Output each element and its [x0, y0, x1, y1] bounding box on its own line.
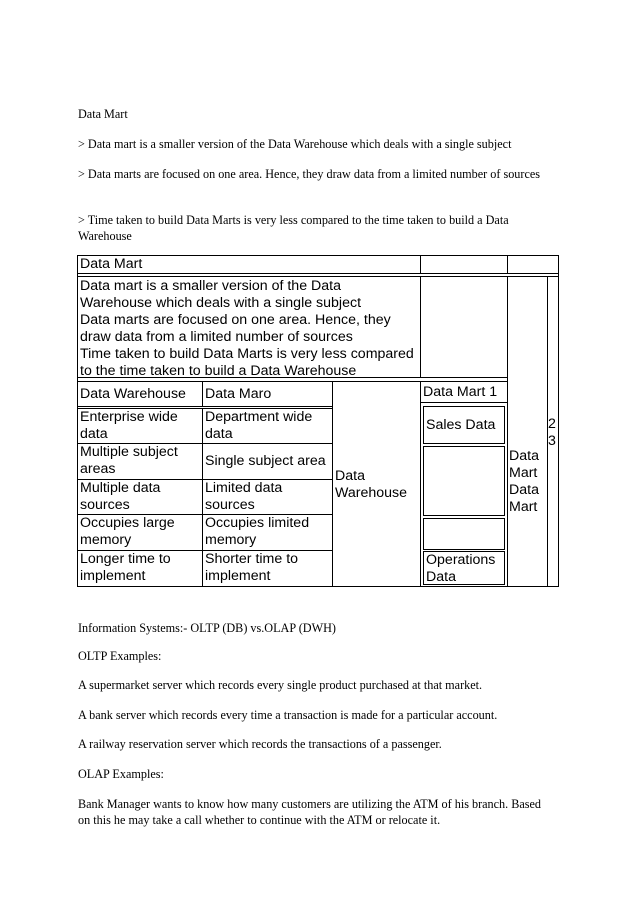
intro-paragraph-1: > Data mart is a smaller version of the Data Warehouse which deals with a single subject	[78, 137, 512, 151]
header-data-warehouse: Data Warehouse	[77, 381, 203, 407]
description-line: draw data from a limited number of sources	[80, 329, 353, 345]
header-data-mart: Data Maro	[202, 381, 333, 407]
oltp-heading: OLTP Examples:	[78, 649, 162, 663]
side-digits: 2 3	[548, 416, 556, 449]
oltp-example-1: A supermarket server which records every single product purchased at that market.	[78, 678, 483, 692]
table-cell: Limited data sources	[202, 479, 333, 515]
intro-paragraph-3: > Time taken to build Data Marts is very less compared to the time taken to build a Data Warehouse	[78, 213, 509, 243]
mart-blank-cell	[423, 518, 505, 550]
table-cell: Shorter time to implement	[202, 550, 333, 587]
olap-heading: OLAP Examples:	[78, 767, 164, 781]
intro-paragraph-2: > Data marts are focused on one area. Hence, they draw data from a limited number of sources	[78, 167, 541, 181]
data-mart-1: Data Mart 1	[420, 381, 508, 403]
table-title: Data Mart	[77, 255, 421, 274]
mart-blank-cell	[423, 446, 505, 516]
operations-data: Operations Data	[423, 551, 505, 585]
page-heading: Data Mart	[78, 107, 128, 121]
description-line: Warehouse which deals with a single subject	[80, 295, 362, 311]
table-description	[77, 276, 421, 378]
sales-data: Sales Data	[423, 406, 505, 444]
table-cell: Department wide data	[202, 408, 333, 444]
right-data-mart-label: Data Mart Data Mart	[509, 448, 539, 515]
description-line: Data marts are focused on one area. Hence, they	[80, 312, 391, 328]
table-cell: Enterprise wide data	[77, 408, 203, 444]
center-warehouse-cell	[332, 381, 421, 587]
table-title-spacer-2	[507, 255, 559, 274]
table-cell: Longer time to implement	[77, 550, 203, 587]
table-cell: Occupies limited memory	[202, 514, 333, 551]
table-cell: Multiple subject areas	[77, 443, 203, 480]
description-spacer	[420, 276, 508, 378]
description-line: to the time taken to build a Data Warehouse	[80, 363, 357, 378]
oltp-example-3: A railway reservation server which records the transactions of a passenger.	[78, 737, 442, 751]
center-warehouse-label: Data Warehouse	[335, 468, 408, 501]
table-cell: Occupies large memory	[77, 514, 203, 551]
table-title-spacer-1	[420, 255, 508, 274]
table-cell: Multiple data sources	[77, 479, 203, 515]
olap-example-1: Bank Manager wants to know how many customers are utilizing the ATM of his branch. Based on this he may take a call whether to continue with the ATM or relocate it.	[78, 797, 542, 827]
description-line: Data mart is a smaller version of the Data	[80, 278, 341, 294]
systems-heading: Information Systems:- OLTP (DB) vs.OLAP (DWH)	[78, 621, 336, 635]
description-line: Time taken to build Data Marts is very less compared	[80, 346, 414, 362]
table-cell: Single subject area	[202, 443, 333, 480]
oltp-example-2: A bank server which records every time a transaction is made for a particular account.	[78, 708, 498, 722]
